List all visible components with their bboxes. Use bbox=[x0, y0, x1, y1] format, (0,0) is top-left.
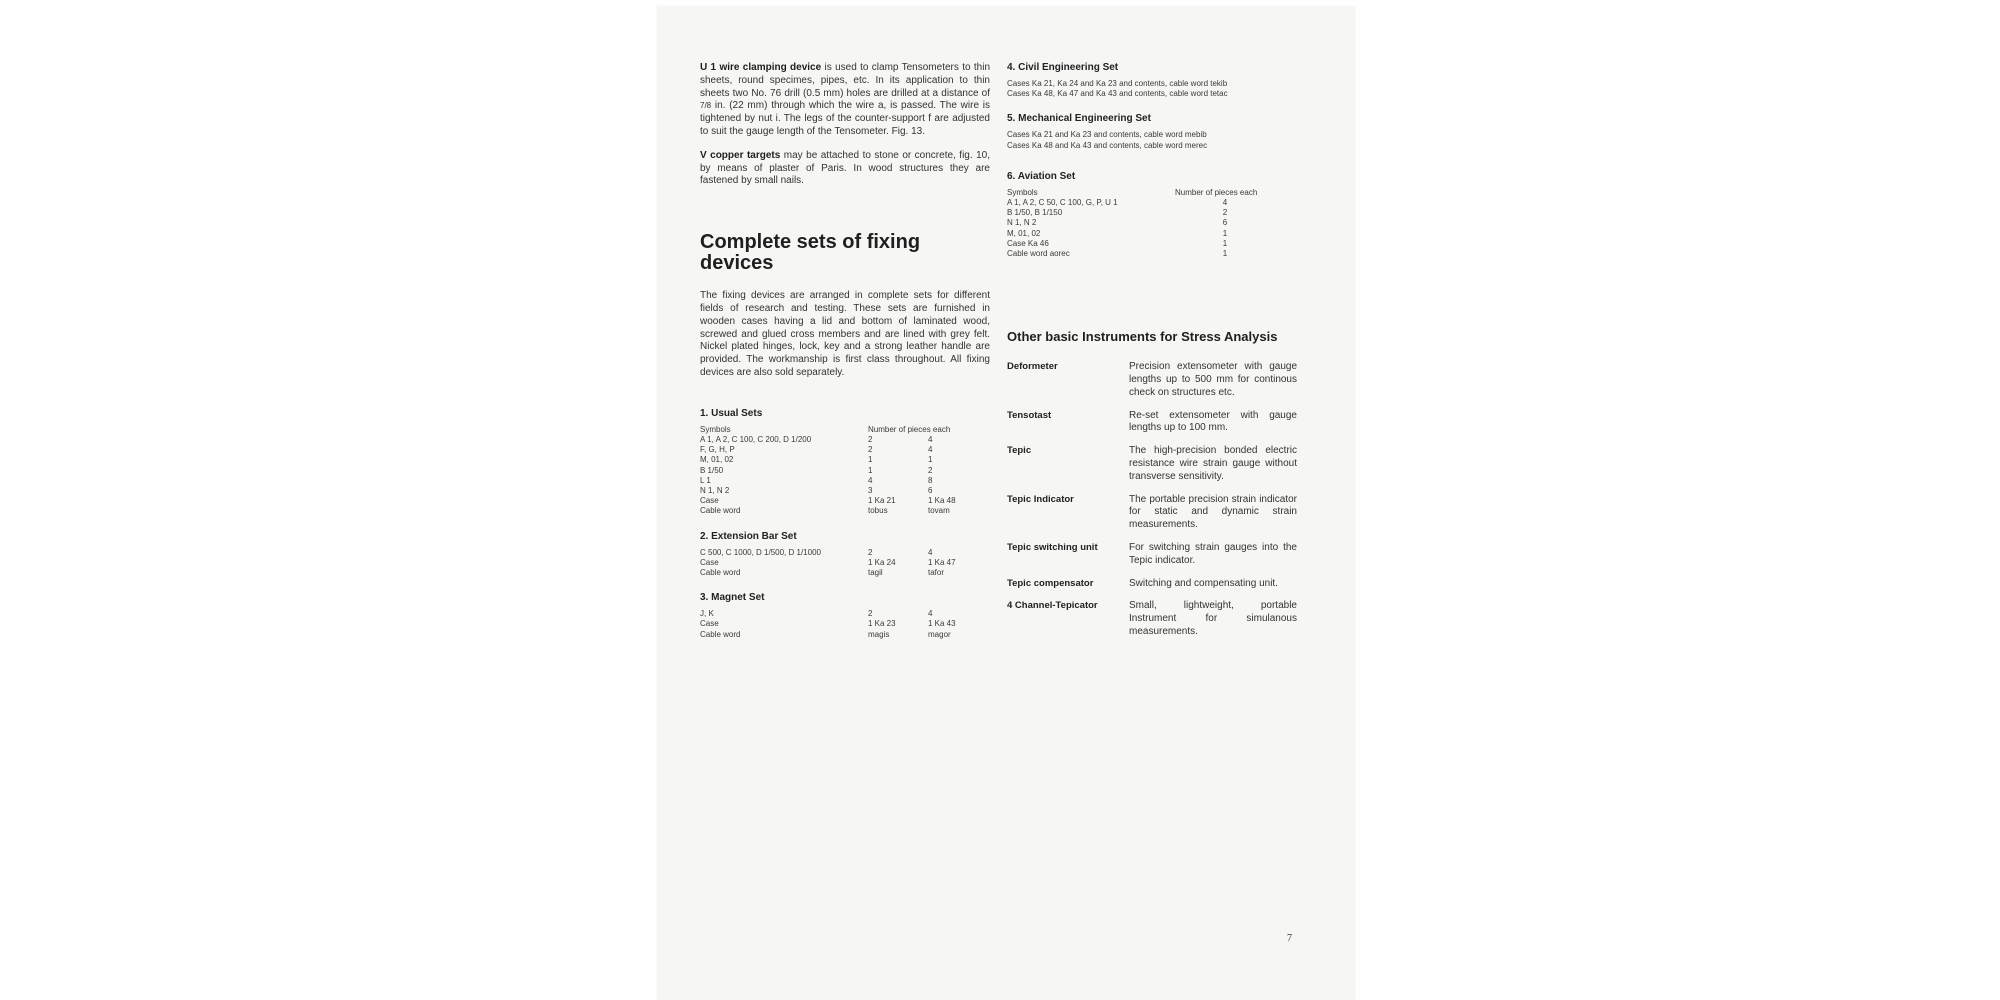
table-row bbox=[1007, 249, 1307, 259]
table-cell: 1 Ka 43 bbox=[928, 619, 956, 629]
instrument-name: Tepic switching unit bbox=[1007, 542, 1098, 553]
table-row bbox=[1007, 218, 1307, 228]
right-column bbox=[1007, 62, 1307, 649]
table-cell: Cable word bbox=[700, 629, 741, 639]
table-cell: Case bbox=[700, 557, 719, 567]
table-cell: B 1/50, B 1/150 bbox=[1007, 208, 1063, 218]
table-cell: 1 bbox=[868, 465, 873, 475]
left-column bbox=[700, 62, 990, 640]
table-row bbox=[1007, 198, 1307, 208]
table-cell: 6 bbox=[928, 485, 933, 495]
table-row bbox=[700, 445, 990, 455]
table-cell: 3 bbox=[868, 485, 873, 495]
table-row bbox=[700, 619, 990, 629]
table-cell: 2 bbox=[868, 609, 873, 619]
table-cell: 2 bbox=[868, 434, 873, 444]
table-cell: tafor bbox=[928, 567, 945, 577]
table-cell: 1 Ka 47 bbox=[928, 557, 956, 567]
instruments-list bbox=[1007, 361, 1307, 639]
list-item: Cases Ka 48, Ka 47 and Ka 43 and contents, cable word tetac bbox=[1007, 89, 1228, 99]
v-term: V copper targets bbox=[700, 149, 781, 161]
table-cell: 4 bbox=[928, 547, 933, 557]
other-instruments-heading: Other basic Instruments for Stress Analysis bbox=[1007, 329, 1278, 345]
table-header bbox=[1007, 188, 1307, 198]
table-row bbox=[700, 455, 990, 465]
table-cell: 4 bbox=[928, 609, 933, 619]
instrument-name: Tepic bbox=[1007, 445, 1032, 457]
instrument-name: Tensotast bbox=[1007, 409, 1052, 421]
instrument-row bbox=[1007, 445, 1307, 483]
table-cell: magis bbox=[868, 629, 890, 639]
table-cell: 4 bbox=[928, 445, 933, 455]
table-cell: 1 Ka 24 bbox=[868, 557, 896, 567]
table-cell: N 1, N 2 bbox=[1007, 218, 1037, 228]
civil-set-section bbox=[1007, 62, 1307, 99]
table-cell: A 1, A 2, C 50, C 100, G, P, U 1 bbox=[1007, 198, 1118, 208]
instrument-description: The portable precision strain indicator for static and dynamic strain measurements. bbox=[1129, 493, 1297, 531]
table-cell: 1 bbox=[868, 455, 873, 465]
table-cell: 1 bbox=[1222, 228, 1228, 238]
table-cell: Cable word bbox=[700, 506, 741, 516]
table-cell: F, G, H, P bbox=[700, 445, 735, 455]
table-cell: Case bbox=[700, 619, 719, 629]
complete-sets-heading: Complete sets of fixing devices bbox=[700, 231, 921, 275]
table-cell: 6 bbox=[1222, 218, 1228, 228]
instrument-name: Tepic compensator bbox=[1007, 577, 1094, 589]
instrument-description: The high-precision bonded electric resistance wire strain gauge without transverse sensitivity. bbox=[1129, 445, 1297, 482]
instrument-row bbox=[1007, 410, 1307, 436]
mechanical-set-lines bbox=[1007, 130, 1307, 150]
table-cell: C 500, C 1000, D 1/500, D 1/1000 bbox=[700, 547, 821, 557]
table-row bbox=[700, 558, 990, 568]
u1-text-2: in. (22 mm) through which the wire a, is passed. The wire is tightened by nut i. The legs of the counter-support f are adjusted to suit the gauge length of the Tensometer. Fig. 13. bbox=[700, 100, 990, 137]
mechanical-set-title: 5. Mechanical Engineering Set bbox=[1007, 113, 1151, 125]
u1-text: is used to clamp Tensometers to thin sheets, round specimes, pipes, etc. In its application to thin sheets two No. 76 drill (0.5 mm) holes are drilled at a distance of bbox=[700, 62, 991, 99]
table-cell: 1 Ka 48 bbox=[928, 496, 956, 506]
table-cell: magor bbox=[928, 629, 951, 639]
table-row bbox=[700, 548, 990, 558]
u1-paragraph bbox=[700, 62, 990, 139]
table-cell: 2 bbox=[1222, 208, 1228, 218]
magnet-set-section bbox=[700, 592, 990, 640]
table-cell: Cable word aorec bbox=[1007, 249, 1070, 259]
header-symbols: Symbols bbox=[700, 424, 731, 434]
v-paragraph bbox=[700, 150, 990, 188]
table-row bbox=[1007, 239, 1307, 249]
table-cell: Case Ka 46 bbox=[1007, 238, 1049, 248]
u1-term: U 1 wire clamping device bbox=[700, 62, 822, 73]
table-cell: N 1, N 2 bbox=[700, 485, 730, 495]
list-item: Cases Ka 48 and Ka 43 and contents, cable word merec bbox=[1007, 140, 1208, 150]
u1-fraction: 7/8 bbox=[700, 101, 712, 111]
instrument-description: Precision extensometer with gauge lengths up to 500 mm for continous check on structures etc. bbox=[1129, 361, 1297, 398]
header-pieces: Number of pieces each bbox=[868, 424, 951, 434]
instrument-description: For switching strain gauges into the Tepic indicator. bbox=[1129, 542, 1297, 566]
table-cell: M, 01, 02 bbox=[1007, 228, 1041, 238]
table-row bbox=[700, 486, 990, 496]
list-item: Cases Ka 21, Ka 24 and Ka 23 and contents, cable word tekib bbox=[1007, 79, 1228, 88]
table-row bbox=[700, 568, 990, 578]
table-cell: Cable word bbox=[700, 567, 741, 577]
instrument-row bbox=[1007, 578, 1307, 591]
aviation-set-title: 6. Aviation Set bbox=[1007, 170, 1076, 182]
extension-set-title: 2. Extension Bar Set bbox=[700, 530, 797, 542]
table-cell: tobus bbox=[868, 506, 888, 516]
table-cell: 2 bbox=[928, 465, 933, 475]
usual-sets-section bbox=[700, 408, 990, 517]
table-cell: 8 bbox=[928, 475, 933, 485]
usual-sets-title: 1. Usual Sets bbox=[700, 407, 763, 419]
table-cell: tagil bbox=[868, 567, 883, 577]
table-cell: B 1/50 bbox=[700, 465, 724, 475]
table-cell: 1 Ka 21 bbox=[868, 496, 896, 506]
list-item: Cases Ka 21 and Ka 23 and contents, cable word mebib bbox=[1007, 130, 1207, 140]
magnet-set-table bbox=[700, 609, 990, 640]
page-number: 7 bbox=[1287, 933, 1292, 944]
table-cell: 1 Ka 23 bbox=[868, 619, 896, 629]
document-page bbox=[657, 6, 1355, 1000]
civil-set-title: 4. Civil Engineering Set bbox=[1007, 62, 1119, 73]
table-cell: 1 bbox=[1222, 249, 1228, 259]
instrument-name: Tepic Indicator bbox=[1007, 493, 1074, 505]
table-cell: 1 bbox=[928, 455, 933, 465]
table-cell: A 1, A 2, C 100, C 200, D 1/200 bbox=[700, 434, 812, 444]
instrument-description: Switching and compensating unit. bbox=[1129, 577, 1278, 589]
table-cell: 2 bbox=[868, 445, 873, 455]
table-row bbox=[700, 476, 990, 486]
table-header bbox=[700, 425, 990, 435]
instrument-row bbox=[1007, 542, 1307, 568]
table-cell: 4 bbox=[1222, 198, 1228, 208]
table-cell: 2 bbox=[868, 547, 873, 557]
complete-sets-paragraph: The fixing devices are arranged in complete sets for different fields of research and testing. These sets are furnished in wooden cases having a lid and bottom of laminated wood, screwed and glued cross members and are lined with grey felt. Nickel plated hinges, lock, key and a strong leather handle are provided. The workmanship is first class throughout. All fixing devices are also sold separately. bbox=[700, 290, 990, 378]
usual-sets-table bbox=[700, 425, 990, 517]
instrument-description: Re-set extensometer with gauge lengths up to 100 mm. bbox=[1129, 409, 1297, 434]
header-pieces: Number of pieces each bbox=[1175, 187, 1258, 197]
mechanical-set-section bbox=[1007, 113, 1307, 150]
magnet-set-title: 3. Magnet Set bbox=[700, 592, 765, 604]
table-row bbox=[1007, 208, 1307, 218]
table-row bbox=[700, 630, 990, 640]
table-row bbox=[700, 435, 990, 445]
table-cell: Case bbox=[700, 496, 719, 506]
extension-set-section bbox=[700, 531, 990, 579]
table-cell: 4 bbox=[868, 475, 873, 485]
instrument-name: Deformeter bbox=[1007, 361, 1058, 373]
aviation-set-table bbox=[1007, 188, 1307, 259]
table-cell: 1 bbox=[1222, 238, 1228, 248]
instrument-row bbox=[1007, 361, 1307, 399]
table-cell: M, 01, 02 bbox=[700, 455, 734, 465]
table-row bbox=[700, 609, 990, 619]
instrument-row bbox=[1007, 600, 1307, 638]
table-row bbox=[700, 506, 990, 516]
table-row bbox=[1007, 229, 1307, 239]
extension-set-table bbox=[700, 548, 990, 579]
instrument-row bbox=[1007, 494, 1307, 532]
table-cell: tovam bbox=[928, 506, 950, 516]
instrument-name: 4 Channel-Tepicator bbox=[1007, 600, 1098, 612]
table-row bbox=[700, 496, 990, 506]
table-row bbox=[700, 466, 990, 476]
v-text: may be attached to stone or concrete, fig. 10, by means of plaster of Paris. In wood structures they are fastened by small nails. bbox=[700, 149, 991, 187]
table-cell: J, K bbox=[700, 609, 714, 619]
table-cell: L 1 bbox=[700, 475, 711, 485]
header-symbols: Symbols bbox=[1007, 187, 1038, 197]
instrument-description: Small, lightweight, portable Instrument for simulanous measurements. bbox=[1129, 600, 1297, 637]
civil-set-lines bbox=[1007, 79, 1307, 99]
aviation-set-section bbox=[1007, 171, 1307, 259]
table-cell: 4 bbox=[928, 434, 933, 444]
